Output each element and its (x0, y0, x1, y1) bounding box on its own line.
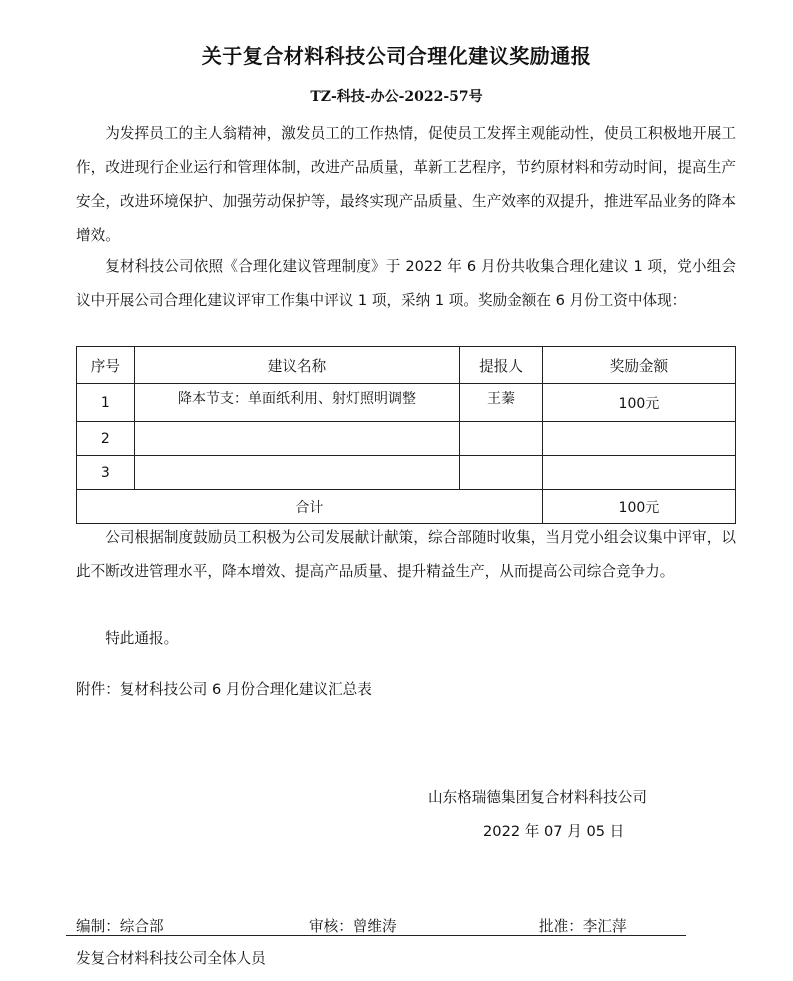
footer-reviewed-by: 审核：曾维涛 (309, 918, 397, 935)
total-amount: 100元 (542, 490, 735, 524)
table-header-row (77, 347, 736, 384)
footer-divider (66, 935, 686, 936)
total-label: 合计 (77, 490, 543, 524)
header-no: 序号 (77, 347, 135, 384)
paragraph-policy: 公司根据制度鼓励员工积极为公司发展献计献策，综合部随时收集，当月党小组会议集中评审，以此不断改进管理水平，降本增效、提高产品质量、提升精益生产，从而提高公司综合竞争力。 (76, 529, 736, 580)
footer-distribution: 发复合材料科技公司全体人员 (76, 950, 266, 967)
footer-approvals (76, 915, 686, 935)
document-title: 关于复合材料科技公司合理化建议奖励通报 (201, 44, 592, 68)
header-amount: 奖励金额 (542, 347, 735, 384)
table-row (77, 422, 736, 456)
row-proposer: 王蓁 (460, 384, 543, 422)
award-table (76, 346, 736, 524)
footer-compiled-by: 编制：综合部 (76, 918, 164, 935)
row-no: 1 (77, 384, 135, 422)
table-row (77, 384, 736, 422)
table-row (77, 456, 736, 490)
header-proposer: 提报人 (460, 347, 543, 384)
row-name (134, 422, 459, 456)
signature-company: 山东格瑞德集团复合材料科技公司 (428, 789, 647, 806)
signature-date: 2022 年 07 月 05 日 (483, 823, 625, 840)
document-number: TZ-科技-办公-2022-57号 (310, 89, 483, 105)
paragraph-summary: 复材科技公司依照《合理化建议管理制度》于 2022 年 6 月份共收集合理化建议 1 项，党小组会议中开展公司合理化建议评审工作集中评议 1 项，采纳 1 项。奖励金额在 6 月份工资中体现： (76, 258, 736, 309)
row-name (134, 456, 459, 490)
table-total-row (77, 490, 736, 524)
row-proposer (460, 456, 543, 490)
header-name: 建议名称 (134, 347, 459, 384)
footer-approved-by: 批准：李汇萍 (539, 918, 627, 935)
row-no: 2 (77, 422, 135, 456)
paragraph-closing: 特此通报。 (105, 630, 179, 647)
paragraph-purpose: 为发挥员工的主人翁精神，激发员工的工作热情，促使员工发挥主观能动性，使员工积极地开展工作，改进现行企业运行和管理体制，改进产品质量，革新工艺程序，节约原材料和劳动时间，提高生产安全，改进环境保护、加强劳动保护等，最终实现产品质量、生产效率的双提升，推进军品业务的降本增效。 (76, 125, 736, 244)
row-amount (542, 456, 735, 490)
row-name: 降本节支：单面纸利用、射灯照明调整 (134, 384, 459, 422)
row-proposer (460, 422, 543, 456)
row-amount: 100元 (542, 384, 735, 422)
row-no: 3 (77, 456, 135, 490)
attachment-note: 附件：复材科技公司 6 月份合理化建议汇总表 (76, 681, 372, 698)
row-amount (542, 422, 735, 456)
